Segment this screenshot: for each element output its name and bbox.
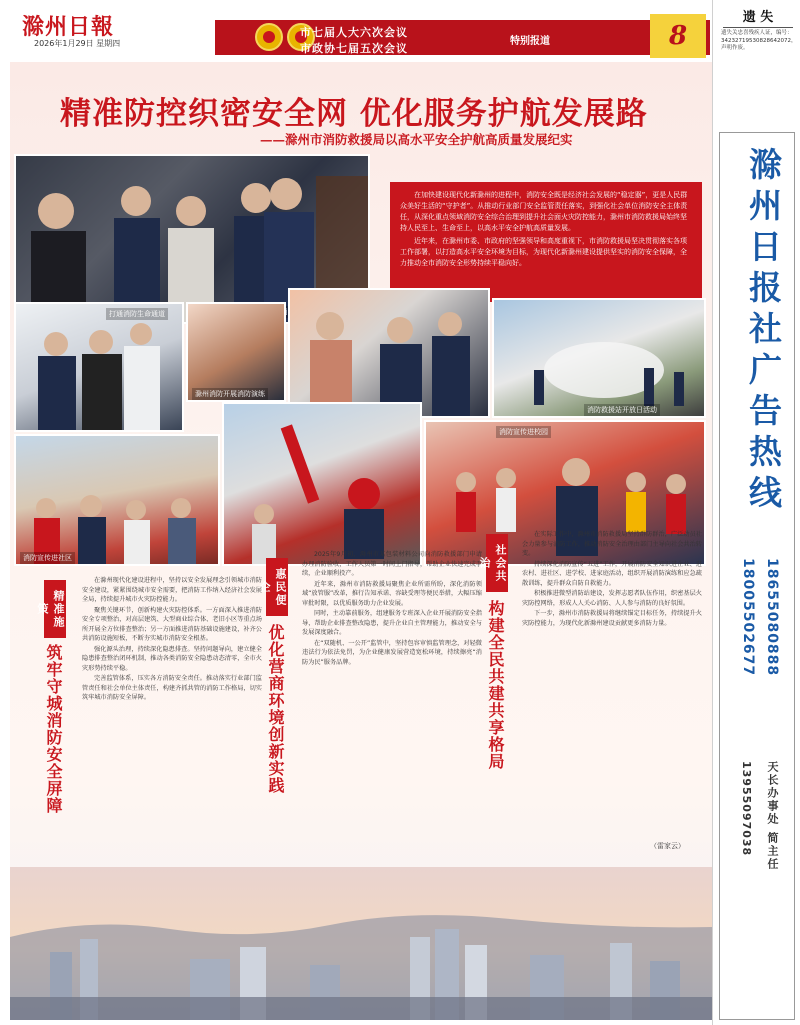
body-paragraph: 下一步，滁州市消防救援局将继续锚定目标任务，持续提升火灾防控能力，为现代化新滁州建设贡献更多消防力量。 (522, 610, 702, 627)
ad-hotline-title: 滁州日报社广告热线 (744, 147, 783, 516)
section-body (522, 530, 702, 840)
headline: 精准防控织密安全网 优化服务护航发展路 (60, 96, 648, 132)
feature-article (10, 62, 712, 1020)
photo-caption: 消防宣传进校园 (496, 426, 551, 438)
section-title: 筑牢守城消防安全屏障 (44, 644, 63, 814)
intro-paragraph: 近年来，在滁州市委、市政府的坚强领导和高度重视下，市消防救援局坚决贯彻落实各项工作部署，以打造高水平安全环境为目标，为现代化新滁州建设提供坚实的消防安全保障，全力推动全市消防安全形势持续平稳向好。 (400, 237, 687, 267)
section-tag: 惠民便企 (266, 558, 288, 616)
lost-notice-text: 遗失关忠喜残疾人证，编号：34232719530828642072，声明作废。 (721, 30, 797, 51)
photo-rescue-figures (224, 404, 422, 566)
photo-community-figures (16, 436, 220, 566)
congress-banner (215, 20, 710, 55)
section-title: 优化营商环境创新实践 (266, 624, 285, 794)
special-report-label: 特别报道 (510, 36, 550, 47)
body-paragraph: 近年来，滁州市消防救援局聚焦企业所需所盼，深化消防领域“放管服”改革，推行告知承诺、容缺受理等便民举措，大幅压缩审批时限，以优质服务助力企业发展。 (302, 580, 482, 607)
intro-paragraph: 在加快建设现代化新滁州的进程中，消防安全既是经济社会发展的“稳定器”，更是人民群众美好生活的“守护者”。从推动行业部门安全监管责任落实，到强化社会单位消防安全主体责任，从深化重点领域消防安全综合治理到提升社会面火灾防控能力，滁州市消防救援局始终坚持人民至上、生命至上，以高水平安全护航高质量发展。 (400, 191, 688, 232)
ad-hotline-box (719, 132, 795, 1020)
photo-caption: 打通消防生命通道 (106, 308, 168, 320)
photo-inspection-figures (16, 304, 184, 432)
body-paragraph: 2025年9月初，滁州市某包装材料公司向消防救援部门申请办理消防验收，工作人员第一时间上门指导，帮助企业快速完成手续，企业顺利投产。 (302, 551, 482, 577)
cityscape-photo (10, 867, 712, 1020)
body-paragraph: 在实际工作中，滁州市消防救援局坚持群防群治，广泛动员社会力量参与消防工作，推动消防安全治理由部门主导向社会共治转变。 (522, 531, 702, 557)
body-paragraph: 强化源头治理，持续深化隐患排查。坚持问题导向，建立健全隐患排查整治闭环机制，推动各类消防安全隐患动态清零，全市火灾形势持续平稳。 (82, 645, 262, 672)
issue-date: 2026年1月29日 星期四 (34, 39, 121, 48)
body-paragraph: 持续深化消防宣传“五进”工作，开展消防安全知识进企业、进农村、进社区、进学校、进家庭活动，组织开展消防演练和应急疏散训练，提升群众自防自救能力。 (522, 560, 702, 587)
section-body (82, 576, 262, 876)
national-emblem-icon (255, 23, 283, 51)
photo-rescue-equipment (222, 402, 422, 566)
body-paragraph: 完善监管体系，压实各方消防安全责任。推动落实行业部门监管责任和社会单位主体责任，构建齐抓共管的消防工作格局，切实筑牢城市消防安全屏障。 (82, 675, 262, 701)
section-tag: 精准施策 (44, 580, 66, 638)
section-title: 构建全民共建共享格局 (486, 600, 505, 770)
page-number: 8 (650, 14, 706, 58)
photo-travel-figures (290, 290, 490, 418)
body-paragraph: 同时，主动靠前服务，组建服务专班深入企业开展消防安全指导，帮助企业排查整改隐患，提升企业自主管理能力，推动安全与发展深度融合。 (302, 610, 482, 636)
ad-office-contact: 天长办事处 简主任 (766, 761, 779, 871)
body-paragraph: 在“双随机、一公开”监管中，坚持包容审慎监管理念，对轻微违法行为依法免罚，为企业健康发展营造宽松环境，持续擦亮“消防为民”服务品牌。 (302, 639, 482, 666)
banner-session-1: 市七届人大六次会议 (300, 26, 408, 39)
photo-training (186, 302, 286, 402)
body-paragraph: 聚焦关键环节，创新构建火灾防控体系。一方面深入推进消防安全专项整治，对高层建筑、大型商业综合体、老旧小区等重点场所开展全方位排查整治；另一方面推进消防基础设施建设，补齐公共消防设施短板，不断夯实城市消防安全根基。 (82, 606, 262, 642)
section-body (302, 550, 482, 850)
photo-spring-travel (288, 288, 490, 418)
photo-caption: 消防救援站开放日活动 (584, 404, 660, 416)
photo-drill-figures (494, 300, 706, 418)
intro-box (390, 182, 702, 302)
photo-drill (492, 298, 706, 418)
banner-session-2: 市政协七届五次会议 (300, 42, 408, 55)
photo-inspection (14, 302, 184, 432)
ad-strip (712, 0, 800, 1025)
ad-phone-2: 18005502677 (740, 558, 756, 677)
body-paragraph: 在滁州现代化建设进程中，坚持以安全发展理念引领城市消防安全建设，紧紧围绕城市安全需要，把消防工作纳入经济社会发展全局，持续提升城市火灾防控能力。 (82, 577, 262, 603)
paper-name: 滁州日報 (22, 14, 115, 40)
author-byline: （雷家云） (650, 842, 685, 850)
ad-phone-1: 18655080888 (764, 558, 780, 677)
lost-notice-title: 遗 失 (723, 6, 793, 28)
photo-caption: 滁州消防开展消防演练 (192, 388, 268, 400)
photo-caption: 消防宣传进社区 (20, 552, 75, 564)
subheadline: ——滁州市消防救援局以高水平安全护航高质量发展纪实 (260, 132, 573, 147)
photo-community (14, 434, 220, 566)
ad-office-phone: 13955097038 (740, 761, 753, 857)
cityscape-skyline (10, 867, 712, 1020)
section-tag: 社会共治 (486, 534, 508, 592)
body-paragraph: 积极推进微型消防站建设，发挥志愿者队伍作用，织密基层火灾防控网络，形成人人关心消防、人人参与消防的良好氛围。 (522, 590, 702, 607)
